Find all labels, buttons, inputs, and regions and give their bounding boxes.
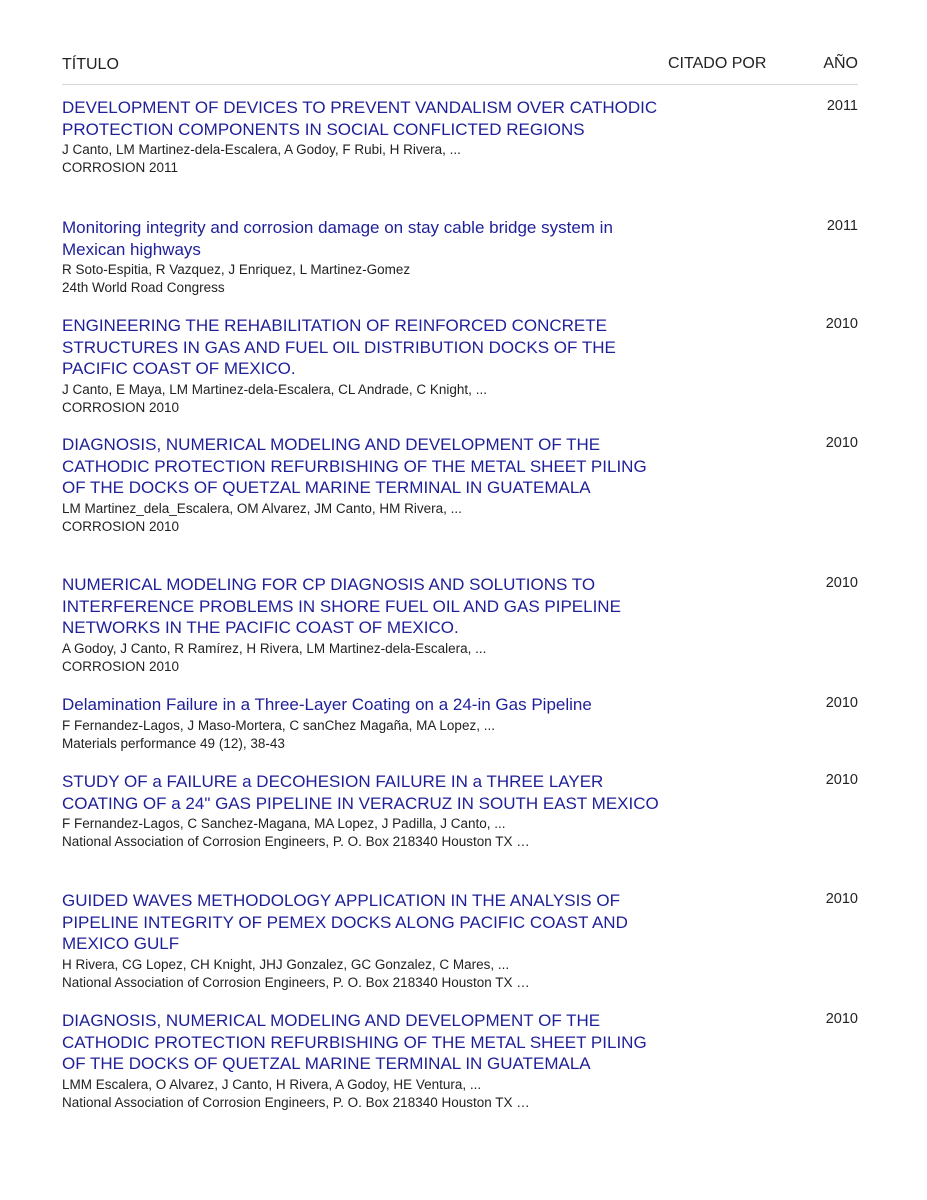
article-venue: National Association of Corrosion Engineers, P. O. Box 218340 Houston TX … (62, 1094, 530, 1110)
article-authors: J Canto, E Maya, LM Martinez-dela-Escalera, CL Andrade, C Knight, ... (62, 381, 487, 397)
table-header (62, 54, 858, 85)
article-authors: F Fernandez-Lagos, J Maso-Mortera, C sanChez Magaña, MA Lopez, ... (62, 717, 495, 733)
article-title-link[interactable]: Monitoring integrity and corrosion damage on stay cable bridge system in Mexican highways (62, 218, 613, 259)
article-row (62, 694, 858, 753)
article-title-link[interactable]: GUIDED WAVES METHODOLOGY APPLICATION IN THE ANALYSIS OF PIPELINE INTEGRITY OF PEMEX DOCKS ALONG PACIFIC COAST AND MEXICO GULF (62, 891, 628, 953)
article-authors: LM Martinez_dela_Escalera, OM Alvarez, JM Canto, HM Rivera, ... (62, 500, 462, 516)
article-authors: R Soto-Espitia, R Vazquez, J Enriquez, L Martinez-Gomez (62, 262, 411, 277)
article-row (62, 1010, 858, 1112)
article-year: 2011 (826, 218, 858, 234)
article-title-link[interactable]: DIAGNOSIS, NUMERICAL MODELING AND DEVELOPMENT OF THE CATHODIC PROTECTION REFURBISHING OF THE METAL SHEET PILING OF THE DOCKS OF QUETZAL MARINE TERMINAL IN GUATEMALA (62, 1011, 647, 1073)
article-row (62, 771, 858, 851)
article-row (62, 434, 858, 536)
article-venue: CORROSION 2010 (62, 518, 180, 534)
article-title-link[interactable]: STUDY OF a FAILURE a DECOHESION FAILURE IN a THREE LAYER COATING OF a 24" GAS PIPELINE IN VERACRUZ IN SOUTH EAST MEXICO (62, 772, 659, 813)
column-header-cited-by[interactable]: CITADO POR (668, 55, 767, 72)
article-title-link[interactable]: DIAGNOSIS, NUMERICAL MODELING AND DEVELOPMENT OF THE CATHODIC PROTECTION REFURBISHING OF THE METAL SHEET PILING OF THE DOCKS OF QUETZAL MARINE TERMINAL IN GUATEMALA (62, 435, 647, 497)
article-venue: National Association of Corrosion Engineers, P. O. Box 218340 Houston TX … (62, 834, 530, 849)
article-authors: H Rivera, CG Lopez, CH Knight, JHJ Gonzalez, GC Gonzalez, C Mares, ... (62, 956, 510, 972)
article-title-link[interactable]: NUMERICAL MODELING FOR CP DIAGNOSIS AND SOLUTIONS TO INTERFERENCE PROBLEMS IN SHORE FUEL OIL AND GAS PIPELINE NETWORKS IN THE PACIFIC COAST OF MEXICO. (62, 575, 621, 637)
article-venue: CORROSION 2010 (62, 399, 180, 415)
article-row (62, 217, 858, 297)
article-row (62, 97, 858, 177)
column-header-year[interactable]: AÑO (823, 55, 858, 72)
article-title-link[interactable]: Delamination Failure in a Three-Layer Coating on a 24-in Gas Pipeline (62, 695, 592, 714)
article-venue: 24th World Road Congress (62, 280, 225, 295)
article-year: 2010 (825, 772, 858, 788)
article-title-link[interactable]: ENGINEERING THE REHABILITATION OF REINFORCED CONCRETE STRUCTURES IN GAS AND FUEL OIL DISTRIBUTION DOCKS OF THE PACIFIC COAST OF MEXICO. (62, 316, 616, 378)
article-venue: National Association of Corrosion Engineers, P. O. Box 218340 Houston TX … (62, 974, 530, 990)
article-year: 2011 (826, 98, 858, 114)
article-venue: Materials performance 49 (12), 38-43 (62, 735, 285, 751)
article-row (62, 315, 858, 417)
article-year: 2010 (825, 891, 858, 907)
article-year: 2010 (825, 575, 858, 591)
article-authors: A Godoy, J Canto, R Ramírez, H Rivera, LM Martinez-dela-Escalera, ... (62, 640, 487, 656)
article-year: 2010 (825, 695, 858, 711)
article-authors: F Fernandez-Lagos, C Sanchez-Magana, MA Lopez, J Padilla, J Canto, ... (62, 816, 506, 831)
article-venue: CORROSION 2011 (62, 160, 179, 175)
article-row (62, 890, 858, 992)
article-year: 2010 (825, 1011, 858, 1027)
article-authors: LMM Escalera, O Alvarez, J Canto, H Rivera, A Godoy, HE Ventura, ... (62, 1076, 482, 1092)
articles-table (62, 54, 858, 1110)
article-venue: CORROSION 2010 (62, 658, 180, 674)
column-header-title[interactable]: TÍTULO (62, 56, 119, 73)
article-authors: J Canto, LM Martinez-dela-Escalera, A Godoy, F Rubi, H Rivera, ... (62, 142, 461, 157)
article-title-link[interactable]: DEVELOPMENT OF DEVICES TO PREVENT VANDALISM OVER CATHODIC PROTECTION COMPONENTS IN SOCIAL CONFLICTED REGIONS (62, 98, 658, 139)
article-row (62, 574, 858, 676)
article-year: 2010 (825, 316, 858, 332)
article-year: 2010 (825, 435, 858, 451)
